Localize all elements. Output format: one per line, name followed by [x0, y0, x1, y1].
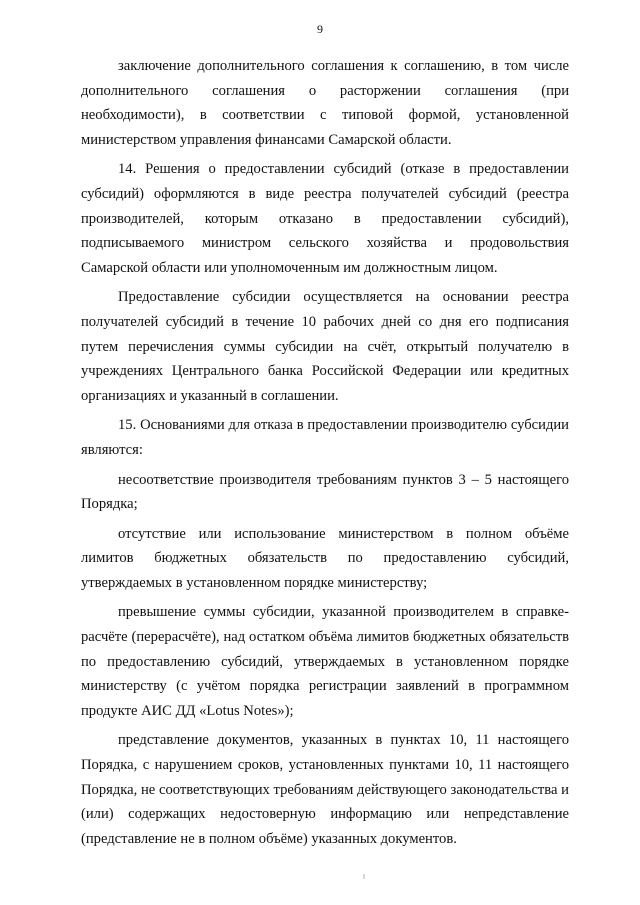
paragraph-ground-nonconformity: несоответствие производителя требованиям пунктов 3 – 5 настоящего Порядка; — [81, 471, 569, 513]
paragraph-ground-limits: отсутствие или использование министерством в полном объёме лимитов бюджетных обязательств по предоставлению субсидий, утверждаемых в установленном порядке министерству; — [81, 525, 569, 591]
paragraph-item-14: 14. Решения о предоставлении субсидий (отказе в предоставлении субсидий) оформляются в виде реестра получателей субсидий (реестра производителей, которым отказано в предоставлении субсидий), подписываемого министром сельского хозяйства и продовольствия Самарской области или уполномоченным им должностным лицом. — [81, 161, 569, 276]
paragraph-ground-documents: представление документов, указанных в пунктах 10, 11 настоящего Порядка, с нарушением сроков, установленных пунктами 10, 11 настоящего Порядка, не соответствующих требованиям действующего законодательства и (или) содержащих недостоверную информацию или непредставление (представление не в полном объёме) указанных документов. — [81, 732, 569, 847]
page-number: 9 — [317, 22, 323, 36]
document-body — [81, 54, 569, 856]
paragraph-agreement-continuation: заключение дополнительного соглашения к соглашению, в том числе дополнительного соглашения о расторжении соглашения (при необходимости), в соответствии с типовой формой, установленной министерством управления финансами Самарской области. — [81, 58, 569, 148]
paragraph-subsidy-payment: Предоставление субсидии осуществляется на основании реестра получателей субсидий в течение 10 рабочих дней со дня его подписания путем перечисления суммы субсидии на счёт, открытый получателю в учреждениях Центрального банка Российской Федерации или кредитных организациях и указанный в соглашении. — [81, 289, 569, 404]
paragraph-ground-excess: превышение суммы субсидии, указанной производителем в справке-расчёте (перерасчёте), над остатком объёма лимитов бюджетных обязательств по предоставлению субсидий, утверждаемых в установленном порядке министерству (с учётом порядка регистрации заявлений в программном продукте АИС ДД «Lotus Notes»); — [81, 604, 569, 719]
paragraph-item-15: 15. Основаниями для отказа в предоставлении производителю субсидии являются: — [81, 417, 569, 458]
scan-speck — [363, 874, 365, 879]
